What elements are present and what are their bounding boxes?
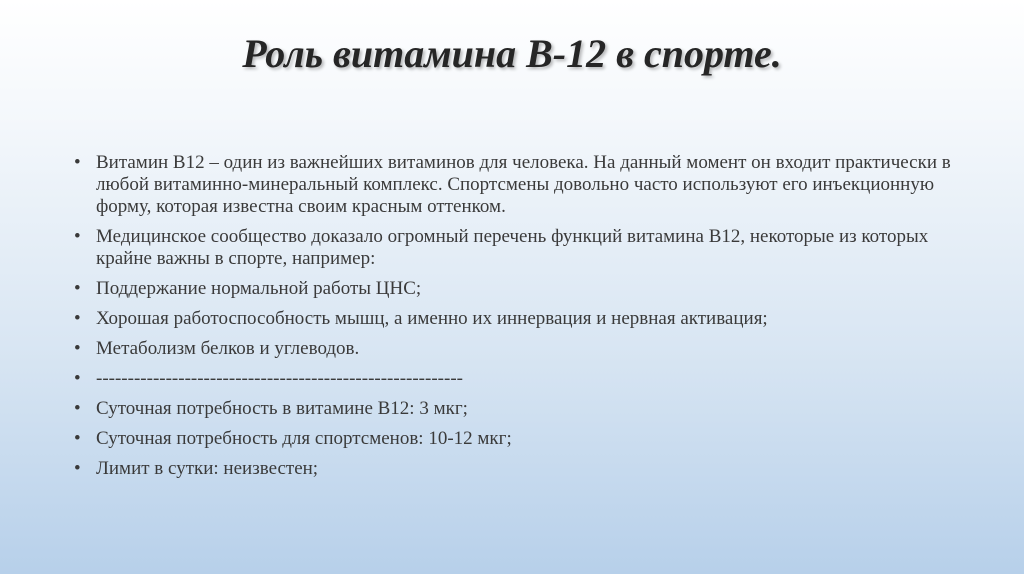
slide-title: Роль витамина В-12 в спорте.	[242, 31, 782, 76]
bullet-text: Хорошая работоспособность мышц, а именно их иннервация и нервная активация;	[96, 308, 768, 329]
bullet-text: ----------------------------------------------------------	[96, 368, 463, 389]
bullet-dot-icon: •	[74, 308, 81, 329]
bullet-list	[74, 152, 954, 488]
bullet-text: Поддержание нормальной работы ЦНС;	[96, 278, 422, 299]
bullet-dot-icon: •	[74, 226, 81, 247]
bullet-dot-icon: •	[74, 152, 81, 173]
bullet-item	[74, 226, 954, 270]
bullet-text: Лимит в сутки: неизвестен;	[96, 458, 319, 479]
bullet-item	[74, 428, 954, 450]
bullet-dot-icon: •	[74, 278, 81, 299]
bullet-item	[74, 278, 954, 300]
bullet-dot-icon: •	[74, 398, 81, 419]
bullet-text: Суточная потребность в витамине В12: 3 мкг;	[96, 398, 468, 419]
bullet-dot-icon: •	[74, 338, 81, 359]
bullet-item	[74, 398, 954, 420]
bullet-dot-icon: •	[74, 458, 81, 479]
bullet-text: Метаболизм белков и углеводов.	[96, 338, 360, 359]
bullet-item	[74, 308, 954, 330]
bullet-text: Суточная потребность для спортсменов: 10-12 мкг;	[96, 428, 512, 449]
bullet-text: Медицинское сообщество доказало огромный перечень функций витамина В12, некоторые из которых крайне важны в спорте, например:	[96, 226, 929, 269]
bullet-dot-icon: •	[74, 428, 81, 449]
bullet-item	[74, 368, 954, 390]
bullet-item	[74, 152, 954, 218]
bullet-item	[74, 338, 954, 360]
bullet-dot-icon: •	[74, 368, 81, 389]
bullet-text: Витамин В12 – один из важнейших витаминов для человека. На данный момент он входит практически в любой витаминно-минеральный комплекс. Спортсмены довольно часто используют его инъекционную форму, которая известна своим красным оттенком.	[96, 152, 951, 217]
bullet-item	[74, 458, 954, 480]
